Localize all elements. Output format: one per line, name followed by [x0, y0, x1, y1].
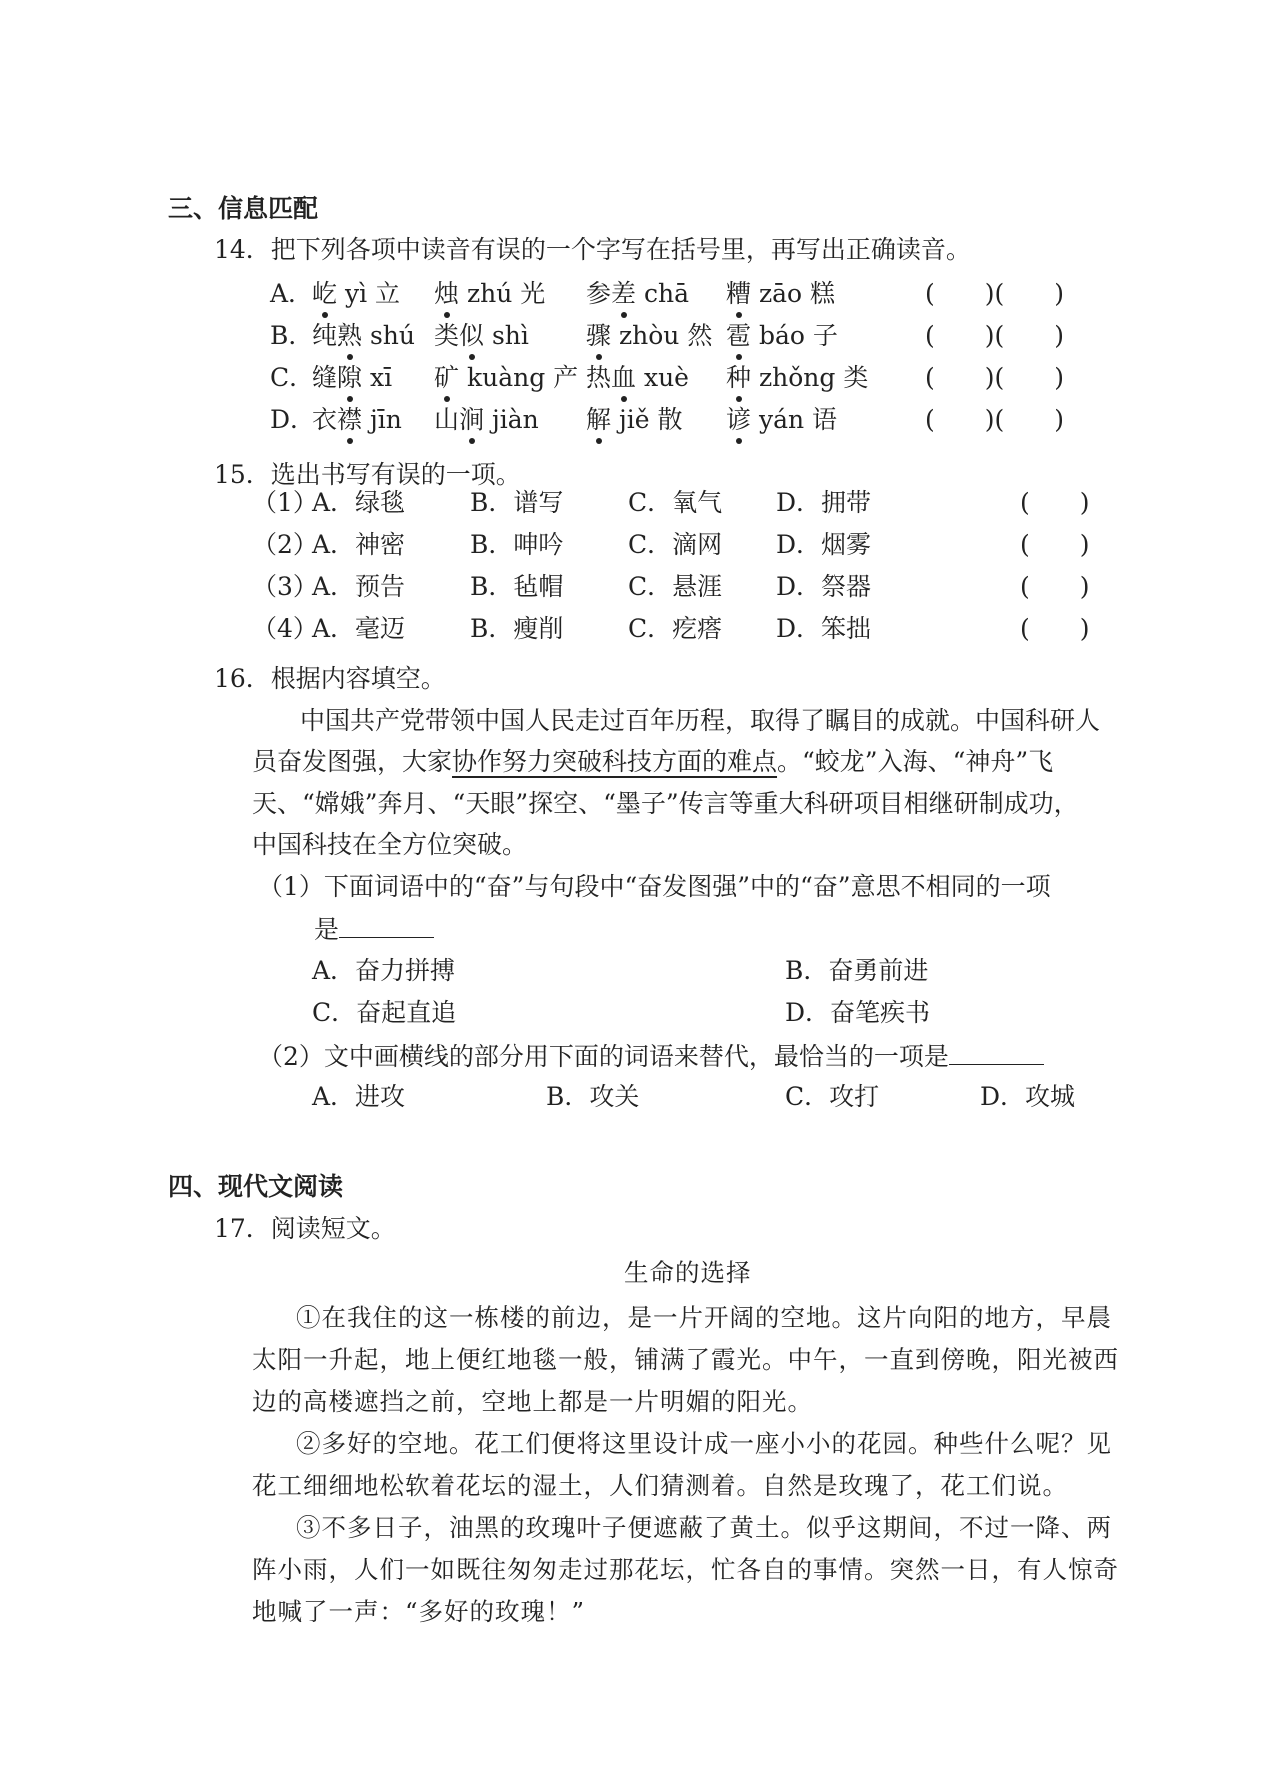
option: C．攻打: [785, 1082, 880, 1111]
option: C．氧气: [628, 488, 723, 517]
pinyin: yán 语: [751, 405, 838, 434]
pinyin: zhòu 然: [611, 321, 713, 350]
pinyin: zhǒng 类: [751, 363, 869, 392]
dotted-char: 熟: [337, 321, 363, 350]
dotted-char: 涧: [459, 405, 485, 434]
pinyin: shú: [362, 321, 416, 350]
pinyin-item: [312, 405, 402, 435]
char: 参: [586, 279, 612, 308]
pinyin-item: [726, 279, 835, 309]
option: B．谱写: [470, 488, 564, 517]
passage-line: 天、“嫦娥”奔月、“天眼”探空、“墨子”传言等重大科研项目相继研制成功，: [252, 789, 1079, 818]
pinyin-item: [726, 405, 837, 435]
answer-parens[interactable]: ( )( ): [925, 363, 1065, 392]
option-label: C．: [270, 363, 315, 392]
option: A．预告: [312, 572, 406, 601]
dotted-char: 烛: [434, 279, 460, 308]
dotted-char: 差: [611, 279, 637, 308]
dotted-char: 解: [586, 405, 612, 434]
option: D．奋笔疾书: [785, 998, 931, 1027]
pinyin-item: [434, 363, 578, 393]
option: B．奋勇前进: [785, 956, 929, 985]
char: 类: [434, 321, 460, 350]
sub-question: [258, 1040, 1044, 1072]
pinyin: chā: [636, 279, 689, 308]
pinyin-item: [434, 279, 545, 309]
dotted-char: 矿: [434, 363, 460, 392]
option: A．进攻: [312, 1082, 406, 1111]
option: B．呻吟: [470, 530, 564, 559]
answer-parens[interactable]: ( )( ): [925, 279, 1065, 308]
option: A．奋力拼搏: [312, 956, 456, 985]
answer-blank[interactable]: [339, 913, 434, 938]
option: D．祭器: [776, 572, 872, 601]
pinyin: yì 立: [337, 279, 401, 308]
option: B．瘦削: [470, 614, 564, 643]
sub-question-cont: [314, 913, 434, 945]
option: D．烟雾: [776, 530, 872, 559]
answer-parens[interactable]: ( )( ): [925, 321, 1065, 350]
answer-parens[interactable]: ( ): [1020, 488, 1090, 517]
item-number: （4）: [252, 614, 318, 643]
pinyin-item: [312, 321, 415, 351]
option-label: D．: [270, 405, 316, 434]
dotted-char: 似: [459, 321, 485, 350]
dotted-char: 糟: [726, 279, 752, 308]
pinyin: jiě 散: [611, 405, 683, 434]
section-title: 三、信息匹配: [168, 194, 319, 223]
answer-parens[interactable]: ( ): [1020, 530, 1090, 559]
question-stem: 14．把下列各项中读音有误的一个字写在括号里，再写出正确读音。: [214, 235, 971, 264]
char: 缝: [312, 363, 338, 392]
char: 热: [586, 363, 612, 392]
pinyin: xuè: [636, 363, 689, 392]
answer-parens[interactable]: ( )( ): [925, 405, 1065, 434]
char: 山: [434, 405, 460, 434]
dotted-char: 血: [611, 363, 637, 392]
option: B．毡帽: [470, 572, 564, 601]
pinyin: zāo 糕: [751, 279, 836, 308]
pinyin-item: [586, 405, 682, 435]
pinyin: jīn: [362, 405, 402, 434]
section-title: 四、现代文阅读: [168, 1172, 344, 1201]
item-number: （3）: [252, 572, 318, 601]
option-label: A．: [270, 279, 314, 308]
passage-title: 生命的选择: [624, 1258, 752, 1287]
passage-line: 中国科技在全方位突破。: [252, 830, 528, 859]
option: C．疙瘩: [628, 614, 723, 643]
passage-line: [252, 747, 1053, 777]
item-number: （1）: [252, 488, 318, 517]
pinyin: shì: [484, 321, 529, 350]
dotted-char: 襟: [337, 405, 363, 434]
answer-blank[interactable]: [949, 1040, 1044, 1065]
dotted-char: 隙: [337, 363, 363, 392]
dotted-char: 屹: [312, 279, 338, 308]
option: D．攻城: [980, 1082, 1076, 1111]
dotted-char: 骤: [586, 321, 612, 350]
char: 纯: [312, 321, 338, 350]
question-stem: 17．阅读短文。: [214, 1214, 396, 1243]
pinyin-item: [434, 321, 529, 351]
pinyin-item: [312, 363, 392, 393]
dotted-char: 谚: [726, 405, 752, 434]
pinyin: jiàn: [484, 405, 539, 434]
pinyin: kuàng 产: [459, 363, 579, 392]
pinyin-item: [434, 405, 539, 435]
option: C．滴网: [628, 530, 723, 559]
sub-question-text: 是: [314, 915, 340, 944]
pinyin-item: [726, 363, 868, 393]
option: C．悬涯: [628, 572, 723, 601]
passage-line: 中国共产党带领中国人民走过百年历程，取得了瞩目的成就。中国科研人: [300, 706, 1101, 735]
dotted-char: 雹: [726, 321, 752, 350]
underlined-phrase: 协作努力突破科技方面的难点: [452, 747, 778, 776]
char: 衣: [312, 405, 338, 434]
sub-question: （1）下面词语中的“奋”与句段中“奋发图强”中的“奋”意思不相同的一项: [258, 872, 1051, 901]
passage-paragraph: ①在我住的这一栋楼的前边，是一片开阔的空地。这片向阳的地方，早晨太阳一升起，地上便红地毯一般，铺满了霞光。中午，一直到傍晚，阳光被西边的高楼遮挡之前，空地上都是一片明媚的阳光。: [252, 1303, 1119, 1416]
pinyin-item: [586, 363, 689, 393]
pinyin-item: [586, 279, 689, 309]
option: D．笨拙: [776, 614, 872, 643]
option: D．拥带: [776, 488, 872, 517]
option: A．神密: [312, 530, 406, 559]
answer-parens[interactable]: ( ): [1020, 614, 1090, 643]
passage-text: 。“蛟龙”入海、“神舟”飞: [777, 747, 1054, 776]
option-label: B．: [270, 321, 314, 350]
dotted-char: 种: [726, 363, 752, 392]
sub-question-text: （2）文中画横线的部分用下面的词语来替代，最恰当的一项是: [258, 1042, 949, 1071]
answer-parens[interactable]: ( ): [1020, 572, 1090, 601]
pinyin: zhú 光: [459, 279, 546, 308]
pinyin-item: [726, 321, 838, 351]
pinyin: xī: [362, 363, 393, 392]
option: A．毫迈: [312, 614, 406, 643]
pinyin-item: [312, 279, 400, 309]
pinyin: báo 子: [751, 321, 838, 350]
passage-paragraph: ③不多日子，油黑的玫瑰叶子便遮蔽了黄土。似乎这期间，不过一降、两阵小雨，人们一如既往匆匆走过那花坛，忙各自的事情。突然一日，有人惊奇地喊了一声：“多好的玫瑰！”: [252, 1513, 1119, 1626]
passage-text: 员奋发图强，大家: [252, 747, 453, 776]
option: C．奋起直追: [312, 998, 457, 1027]
pinyin-item: [586, 321, 712, 351]
passage-paragraph: ②多好的空地。花工们便将这里设计成一座小小的花园。种些什么呢？见花工细细地松软着花坛的湿土，人们猜测着。自然是玫瑰了，花工们说。: [252, 1429, 1112, 1500]
option: B．攻关: [546, 1082, 640, 1111]
item-number: （2）: [252, 530, 318, 559]
option: A．绿毯: [312, 488, 406, 517]
question-stem: 15．选出书写有误的一项。: [214, 460, 521, 489]
question-stem: 16．根据内容填空。: [214, 664, 446, 693]
